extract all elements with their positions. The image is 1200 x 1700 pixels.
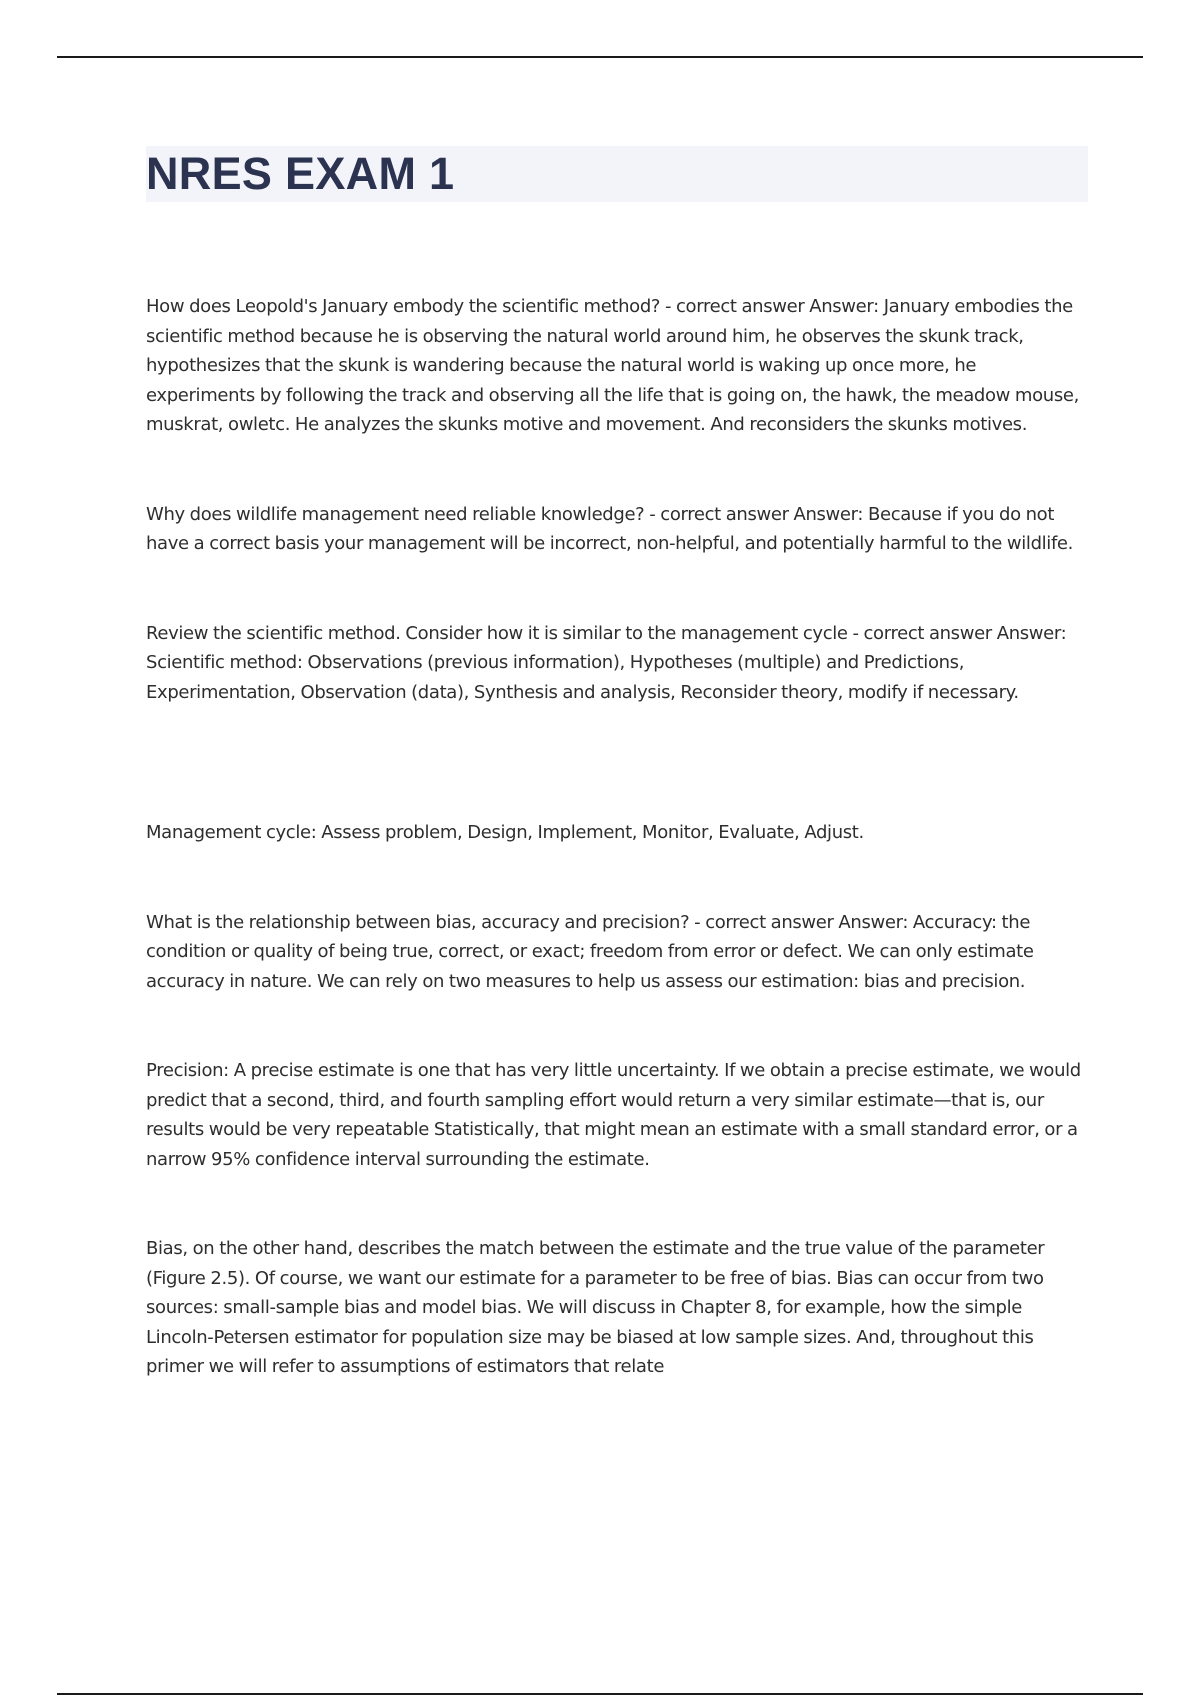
bottom-divider [57,1693,1143,1695]
paragraph-bias-accuracy-precision: What is the relationship between bias, accuracy and precision? - correct answer Answer: Accuracy: the condition or quality of being true, correct, or exact; freedom from error or defect. We can only estimate accuracy in nature. We can rely on two measures to help us assess our estimation: bias and precision. [146,911,1034,992]
paragraph-precision: Precision: A precise estimate is one that has very little uncertainty. If we obtain a precise estimate, we would predict that a second, third, and fourth sampling effort would return a very similar estimate—that is, our results would be very repeatable Statistically, that might mean an estimate with a small standard error, or a narrow 95% confidence interval surrounding the estimate. [146,1060,1081,1170]
paragraph-leopold-january: How does Leopold's January embody the scientific method? - correct answer Answer: January embodies the scientific method because he is observing the natural world around him, he observes the skunk track, hypothesizes that the skunk is wandering because the natural world is waking up once more, he experiments by following the track and observing all the life that is going on, the hawk, the meadow mouse, muskrat, owletc. He analyzes the skunks motive and movement. And reconsiders the skunks motives. [146,296,1079,435]
document-body [146,292,1086,1382]
paragraph-management-cycle: Management cycle: Assess problem, Design, Implement, Monitor, Evaluate, Adjust. [146,822,864,843]
paragraph-scientific-method: Review the scientific method. Consider how it is similar to the management cycle - correct answer Answer: Scientific method: Observations (previous information), Hypotheses (multiple) and Predictions, Experimentation, Observation (data), Synthesis and analysis, Reconsider theory, modify if necessary. [146,622,1067,703]
page-title: NRES EXAM 1 [146,148,455,199]
top-divider [57,56,1143,58]
paragraph-bias: Bias, on the other hand, describes the match between the estimate and the true value of the parameter (Figure 2.5). Of course, we want our estimate for a parameter to be free of bias. Bias can occur from two sources: small-sample bias and model bias. We will discuss in Chapter 8, for example, how the simple Lincoln-Petersen estimator for population size may be biased at low sample sizes. And, throughout this primer we will refer to assumptions of estimators that relate [146,1238,1045,1377]
paragraph-reliable-knowledge: Why does wildlife management need reliable knowledge? - correct answer Answer: Because if you do not have a correct basis your management will be incorrect, non-helpful, and potentially harmful to the wildlife. [146,503,1074,554]
